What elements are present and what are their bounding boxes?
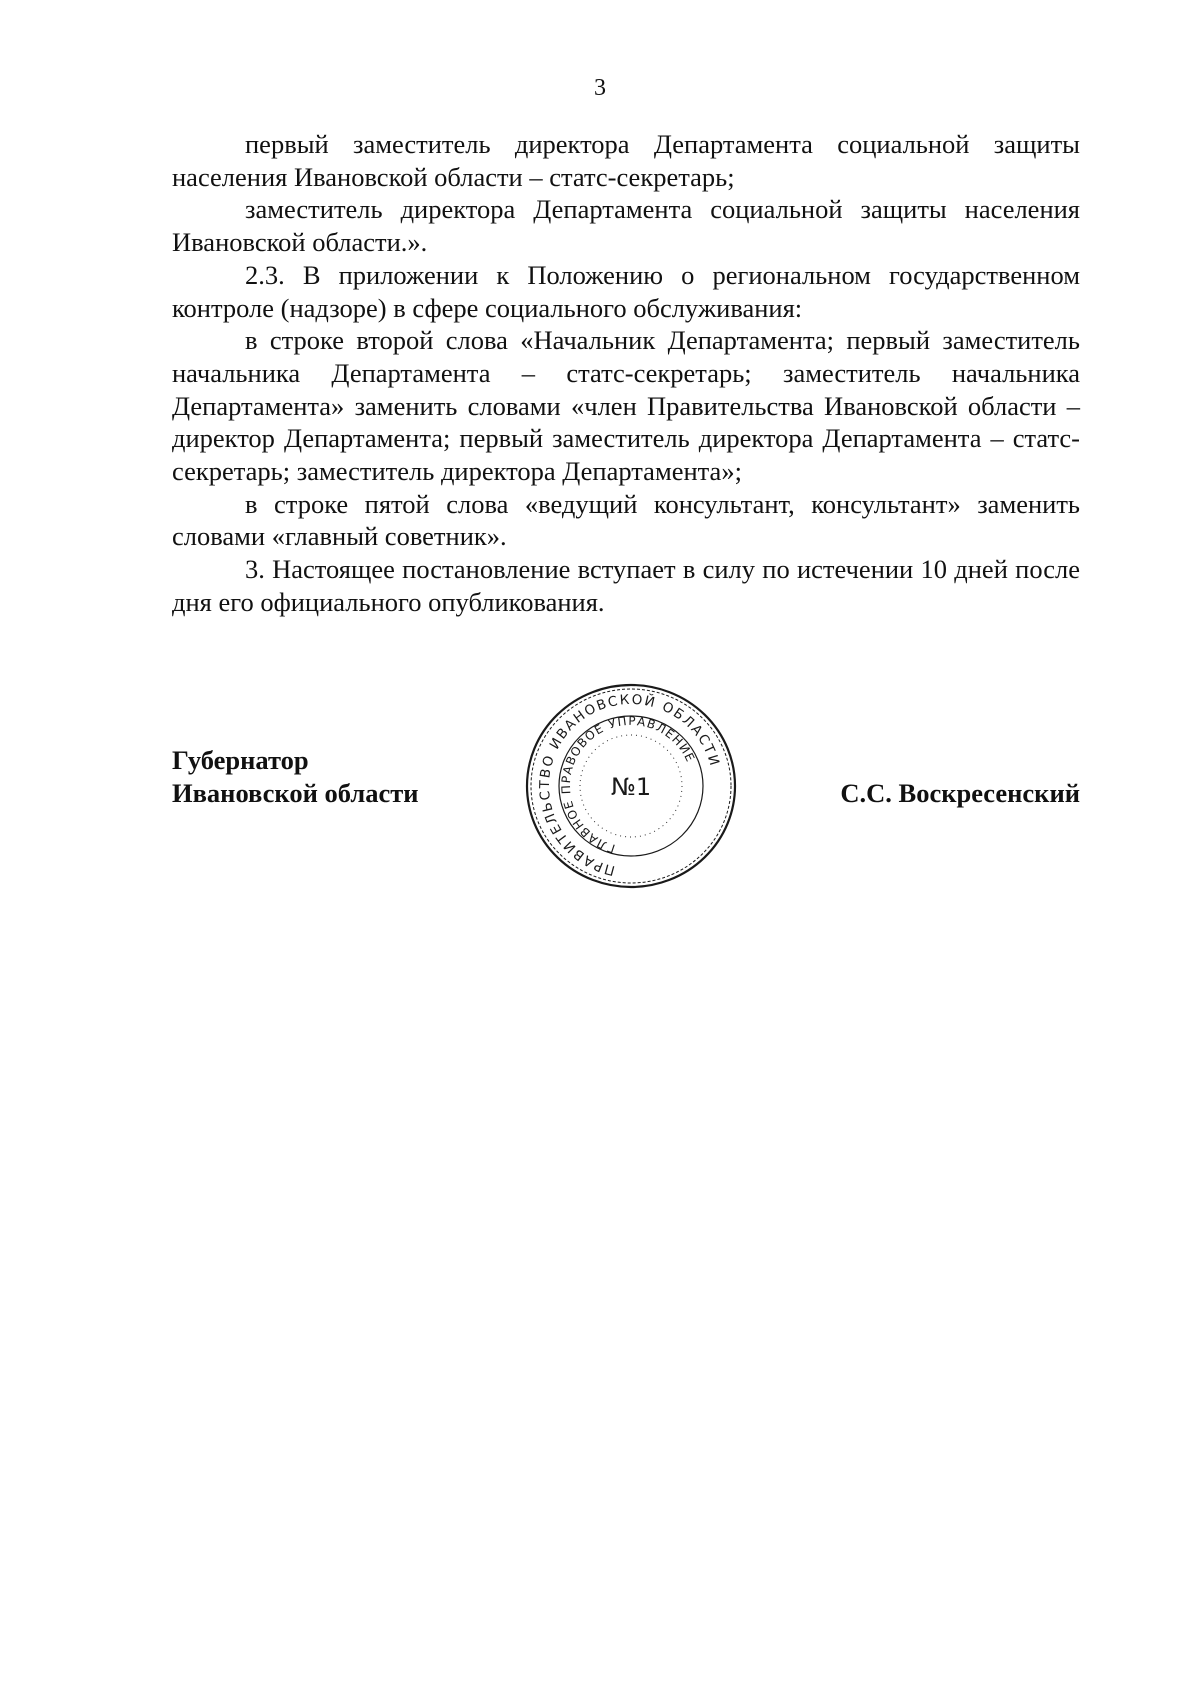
paragraph: в строке пятой слова «ведущий консультант, консультант» заменить словами «главный советник». [172,488,1080,552]
signatory-title-line: Ивановской области [172,777,419,808]
seal-number: №1 [610,773,652,801]
official-seal-stamp [518,677,744,895]
paragraph: заместитель директора Департамента социальной защиты населения Ивановской области.». [172,194,1080,258]
paragraph: первый заместитель директора Департамента социальной защиты населения Ивановской области – статс-секретарь; [172,129,1080,192]
signatory-name: С.С. Воскресенский [840,778,1080,808]
seal-outer-text: ПРАВИТЕЛЬСТВО ИВАНОВСКОЙ ОБЛАСТИ [536,691,723,879]
paragraph: 2.3. В приложении к Положению о региональном государственном контроле (надзоре) в сфере социального обслуживания: [172,259,1080,323]
seal-inner-text: ГЛАВНОЕ ПРАВОВОЕ УПРАВЛЕНИЕ [558,713,698,856]
document-body [172,128,1080,619]
page-number: 3 [594,75,606,101]
paragraph: в строке второй слова «Начальник Департамента; первый заместитель начальника Департамента – статс-секретарь; заместитель начальника Департамента» заменить словами «член Правительства Ивановской области – директор Департамента; первый заместитель директора Департамента – статс-секретарь; заместитель директора Департамента»; [172,325,1080,487]
signatory-title-line: Губернатор [172,745,309,775]
signatory-title [172,744,419,809]
paragraph: 3. Настоящее постановление вступает в силу по истечении 10 дней после дня его официального опубликования. [172,554,1080,617]
